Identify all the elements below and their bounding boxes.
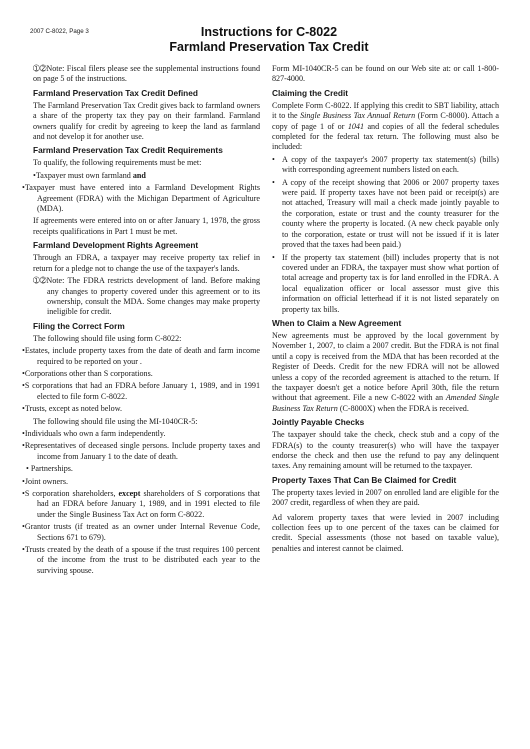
page-identifier: 2007 C-8022, Page 3 xyxy=(30,28,89,35)
list-item: •Grantor trusts (if treated as an owner under Internal Revenue Code, Sections 671 to 679). xyxy=(22,522,260,542)
section-heading-credit-defined: Farmland Preservation Tax Credit Defined xyxy=(33,87,198,98)
section-heading-new-agreement: When to Claim a New Agreement xyxy=(272,317,402,328)
fiscal-filer-note-text: Note: Fiscal filers please see the supplemental instructions found on page 5 of the instructions. xyxy=(33,64,260,84)
list-item: • Partnerships. xyxy=(26,464,73,474)
property-taxes-text-2: Ad valorem property taxes that were levied in 2007 including collection fees up to one percent of the taxes can be claimed for credit. Special assessments (those not based on taxable value), penalties and interest cannot be claimed. xyxy=(272,512,499,553)
requirement-fdra: •Taxpayer must have entered into a Farmland Development Rights Agreement (FDRA) with the Michigan Department of Agriculture (MDA). xyxy=(22,183,260,214)
joint-checks-text: The taxpayer should take the check, check stub and a copy of the FDRA(s) to the county treasurer(s) who will have the taxpayer endorse the check and then use the refund to pay any delinquent taxes. Any remaining amount will be returned to the taxpayer. xyxy=(272,430,499,471)
list-item: •S corporations that had an FDRA before January 1, 1989, and in 1991 elected to file form C-8022. xyxy=(22,381,260,401)
section-heading-filing-form: Filing the Correct Form xyxy=(33,320,125,331)
fdra-restriction-note-text: Note: The FDRA restricts development of land. Before making any changes to property covered under this agreement or to its ownership, consult the MDA. Some changes may make property ineligible for credit. xyxy=(46,276,260,317)
property-taxes-text-1: The property taxes levied in 2007 on enrolled land are eligible for the 2007 credit, regardless of when they are paid. xyxy=(272,487,499,508)
fiscal-filer-note xyxy=(33,64,260,85)
section-heading-property-taxes: Property Taxes That Can Be Claimed for Credit xyxy=(272,474,457,485)
note-icon: ➀➁ xyxy=(33,276,47,286)
list-item: • A copy of the receipt showing that 2006 or 2007 property taxes were paid. If property taxes have not been paid or receipt(s) are not attached, Treasury will mail a check made jointly payable to the corporation, estate or trust and the county treasurer for the county where the property is located. (A new check payable only to the corporation, estate or trust will not be issued if it is later proved that the taxes had been paid.) xyxy=(272,177,499,250)
left-column xyxy=(22,64,261,578)
list-item: • A copy of the taxpayer's 2007 property tax statement(s) (bills) with corresponding agreement numbers listed on each. xyxy=(272,154,499,175)
section-heading-joint-checks: Jointly Payable Checks xyxy=(272,417,365,428)
gross-receipts-note: If agreements were entered into on or after January 1, 1978, the gross receipts qualifications in Part 1 must be met. xyxy=(33,216,260,236)
list-item: •S corporation shareholders, except shareholders of S corporations that had an FDRA before January 1, 1989, and in 1991 elected to file under the Single Business Tax Act on form C-8022. xyxy=(22,489,261,519)
list-item: •Trusts, except as noted below. xyxy=(22,404,123,414)
list-item: •Trusts created by the death of a spouse if the trust requires 100 percent of the income from the trust to be distributed each year to the surviving spouse. xyxy=(22,545,260,575)
section-heading-claiming: Claiming the Credit xyxy=(272,87,349,98)
title-line-1: Instructions for C-8022 xyxy=(200,25,338,39)
web-site-text: Form MI-1040CR-5 can be found on our Web site at: or call 1-800-827-4000. xyxy=(272,64,499,84)
requirements-intro: To qualify, the following requirements must be met: xyxy=(33,158,202,168)
section-heading-requirements: Farmland Preservation Tax Credit Requirements xyxy=(33,145,223,156)
list-item: •Estates, include property taxes from the date of death and farm income required to be reported on your . xyxy=(22,346,260,366)
claiming-text: Complete Form C-8022. If applying this credit to SBT liability, attach it to the Single Business Tax Annual Return (Form C-8000). Attach a copy of page 1 of or 1041 and copies of all the federal schedules completed for the federal tax return. The following must also be included: xyxy=(272,100,499,152)
fdra-restriction-note xyxy=(33,276,260,318)
list-item: • If the property tax statement (bill) includes property that is not covered under an FDRA, the taxpayer must show what portion of total acreage and property tax is for land enrolled in the FDRA. A local equalization officer or local assessor must give this information on official letterhead if it is not listed separately on property tax bills. xyxy=(272,252,499,314)
note-icon: ➀➁ xyxy=(33,64,47,73)
right-column xyxy=(272,64,499,556)
requirement-own-farmland: •Taxpayer must own farmland and xyxy=(33,170,146,180)
credit-defined-text: The Farmland Preservation Tax Credit gives back to farmland owners a share of the property tax they pay on their farmland. Farmland owners qualify for credit by agreeing to keep the land as farmland and not develop it for another use. xyxy=(33,100,260,142)
new-agreement-text: New agreements must be approved by the local government by November 1, 2007, to claim a 2007 credit. But the FDRA is not final until a copy is received from the MDA that has been recorded at the Register of Deeds. Credit for the new FDRA will not be allowed unless a copy of the recorded agreement is attached to the return. If the taxpayer doesn't get a notice before April 30th, file the return without that agreement. File a new C-8022 with an Amended Single Business Tax Return (C-8000X) when the FDRA is received. xyxy=(272,330,499,413)
list-item: •Joint owners. xyxy=(22,476,69,486)
document-title xyxy=(0,25,530,55)
list-item: •Representatives of deceased single persons. Include property taxes and income from January 1 to the date of death. xyxy=(22,441,260,461)
list-item: •Individuals who own a farm independently. xyxy=(22,428,166,438)
list-item: •Corporations other than S corporations. xyxy=(22,368,153,378)
c8022-filers-intro: The following should file using form C-8022: xyxy=(33,333,182,343)
title-line-2: Farmland Preservation Tax Credit xyxy=(169,40,369,54)
mi1040cr5-filers-intro: The following should file using the MI-1040CR-5: xyxy=(33,416,198,426)
fdra-text: Through an FDRA, a taxpayer may receive property tax relief in return for a pledge not to change the use of the taxpayer's lands. xyxy=(33,253,260,273)
section-heading-fdra: Farmland Development Rights Agreement xyxy=(33,240,199,251)
